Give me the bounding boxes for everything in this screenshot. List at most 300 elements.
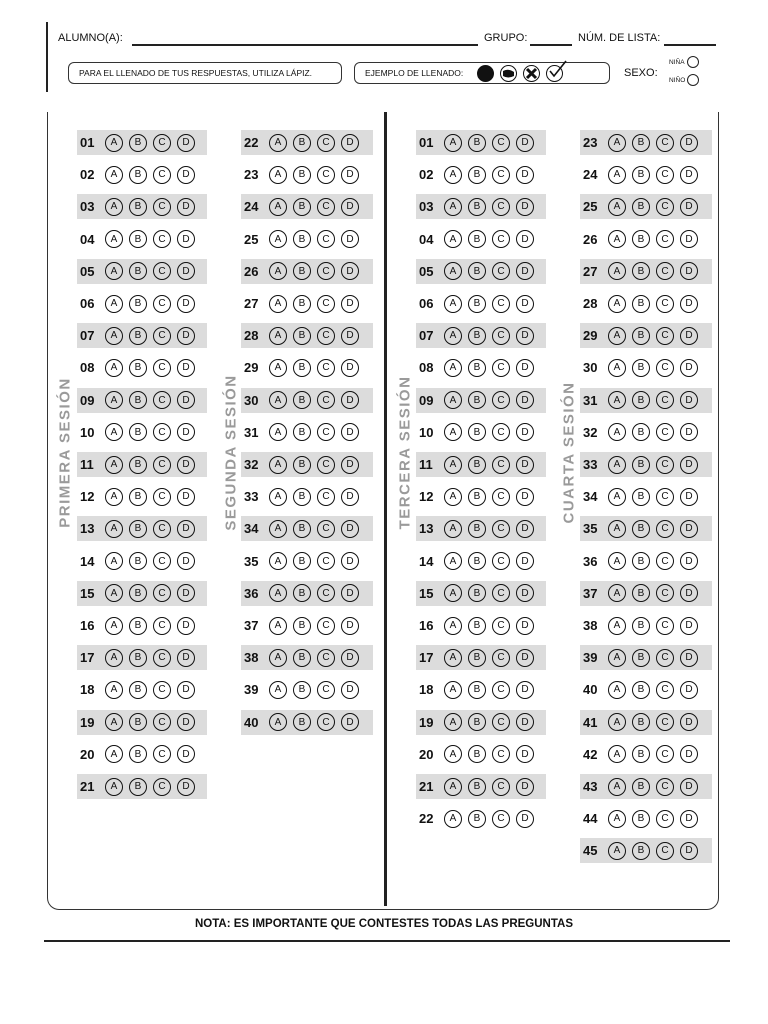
answer-bubble-d[interactable]: D	[516, 391, 534, 409]
answer-bubble-c[interactable]: C	[492, 295, 510, 313]
answer-bubble-a[interactable]: A	[105, 520, 123, 538]
answer-bubble-d[interactable]: D	[516, 359, 534, 377]
answer-bubble-c[interactable]: C	[656, 842, 674, 860]
answer-bubble-a[interactable]: A	[608, 842, 626, 860]
answer-bubble-b[interactable]: B	[129, 295, 147, 313]
answer-bubble-c[interactable]: C	[492, 552, 510, 570]
nina-option[interactable]	[669, 56, 699, 68]
answer-bubble-b[interactable]: B	[129, 391, 147, 409]
answer-bubble-b[interactable]: B	[129, 584, 147, 602]
answer-bubble-b[interactable]: B	[129, 423, 147, 441]
answer-bubble-c[interactable]: C	[656, 778, 674, 796]
answer-bubble-a[interactable]: A	[608, 359, 626, 377]
answer-bubble-c[interactable]: C	[656, 520, 674, 538]
nino-radio[interactable]	[687, 74, 699, 86]
answer-bubble-c[interactable]: C	[656, 295, 674, 313]
answer-bubble-b[interactable]: B	[293, 649, 311, 667]
answer-bubble-b[interactable]: B	[468, 745, 486, 763]
answer-bubble-d[interactable]: D	[341, 681, 359, 699]
answer-bubble-d[interactable]: D	[177, 230, 195, 248]
answer-bubble-b[interactable]: B	[468, 134, 486, 152]
answer-bubble-c[interactable]: C	[153, 713, 171, 731]
answer-bubble-d[interactable]: D	[680, 649, 698, 667]
answer-bubble-c[interactable]: C	[492, 713, 510, 731]
answer-bubble-a[interactable]: A	[105, 391, 123, 409]
answer-bubble-b[interactable]: B	[129, 681, 147, 699]
nino-option[interactable]	[669, 74, 699, 86]
answer-bubble-d[interactable]: D	[177, 295, 195, 313]
answer-bubble-b[interactable]: B	[293, 230, 311, 248]
answer-bubble-a[interactable]: A	[444, 423, 462, 441]
answer-bubble-b[interactable]: B	[129, 552, 147, 570]
answer-bubble-b[interactable]: B	[293, 295, 311, 313]
answer-bubble-c[interactable]: C	[492, 327, 510, 345]
answer-bubble-a[interactable]: A	[269, 520, 287, 538]
answer-bubble-c[interactable]: C	[656, 745, 674, 763]
answer-bubble-c[interactable]: C	[656, 617, 674, 635]
answer-bubble-b[interactable]: B	[468, 520, 486, 538]
answer-bubble-a[interactable]: A	[105, 423, 123, 441]
answer-bubble-b[interactable]: B	[632, 745, 650, 763]
answer-bubble-a[interactable]: A	[608, 649, 626, 667]
answer-bubble-d[interactable]: D	[516, 327, 534, 345]
answer-bubble-c[interactable]: C	[317, 198, 335, 216]
answer-bubble-c[interactable]: C	[317, 391, 335, 409]
answer-bubble-d[interactable]: D	[341, 649, 359, 667]
answer-bubble-d[interactable]: D	[177, 198, 195, 216]
answer-bubble-b[interactable]: B	[293, 166, 311, 184]
answer-bubble-c[interactable]: C	[317, 584, 335, 602]
answer-bubble-a[interactable]: A	[444, 359, 462, 377]
answer-bubble-b[interactable]: B	[129, 649, 147, 667]
answer-bubble-b[interactable]: B	[129, 166, 147, 184]
answer-bubble-c[interactable]: C	[492, 391, 510, 409]
answer-bubble-a[interactable]: A	[105, 262, 123, 280]
answer-bubble-a[interactable]: A	[444, 456, 462, 474]
answer-bubble-a[interactable]: A	[105, 134, 123, 152]
answer-bubble-b[interactable]: B	[293, 391, 311, 409]
answer-bubble-a[interactable]: A	[608, 166, 626, 184]
answer-bubble-d[interactable]: D	[177, 359, 195, 377]
answer-bubble-b[interactable]: B	[129, 617, 147, 635]
answer-bubble-a[interactable]: A	[269, 134, 287, 152]
answer-bubble-c[interactable]: C	[153, 423, 171, 441]
answer-bubble-c[interactable]: C	[656, 810, 674, 828]
answer-bubble-c[interactable]: C	[153, 198, 171, 216]
answer-bubble-c[interactable]: C	[153, 295, 171, 313]
answer-bubble-a[interactable]: A	[105, 584, 123, 602]
answer-bubble-d[interactable]: D	[680, 584, 698, 602]
answer-bubble-d[interactable]: D	[680, 134, 698, 152]
answer-bubble-b[interactable]: B	[632, 520, 650, 538]
answer-bubble-b[interactable]: B	[468, 262, 486, 280]
answer-bubble-b[interactable]: B	[632, 810, 650, 828]
answer-bubble-a[interactable]: A	[269, 713, 287, 731]
answer-bubble-a[interactable]: A	[444, 649, 462, 667]
answer-bubble-b[interactable]: B	[129, 198, 147, 216]
answer-bubble-d[interactable]: D	[516, 230, 534, 248]
answer-bubble-b[interactable]: B	[293, 552, 311, 570]
answer-bubble-d[interactable]: D	[680, 456, 698, 474]
answer-bubble-a[interactable]: A	[608, 810, 626, 828]
answer-bubble-c[interactable]: C	[153, 778, 171, 796]
answer-bubble-a[interactable]: A	[444, 230, 462, 248]
answer-bubble-b[interactable]: B	[468, 423, 486, 441]
answer-bubble-b[interactable]: B	[293, 134, 311, 152]
answer-bubble-d[interactable]: D	[341, 713, 359, 731]
answer-bubble-a[interactable]: A	[105, 166, 123, 184]
answer-bubble-b[interactable]: B	[293, 423, 311, 441]
answer-bubble-b[interactable]: B	[632, 713, 650, 731]
answer-bubble-c[interactable]: C	[317, 649, 335, 667]
answer-bubble-a[interactable]: A	[105, 488, 123, 506]
answer-bubble-b[interactable]: B	[632, 488, 650, 506]
answer-bubble-a[interactable]: A	[608, 134, 626, 152]
answer-bubble-a[interactable]: A	[444, 778, 462, 796]
answer-bubble-a[interactable]: A	[444, 134, 462, 152]
answer-bubble-c[interactable]: C	[153, 166, 171, 184]
answer-bubble-d[interactable]: D	[680, 262, 698, 280]
answer-bubble-c[interactable]: C	[153, 520, 171, 538]
answer-bubble-c[interactable]: C	[656, 166, 674, 184]
answer-bubble-c[interactable]: C	[492, 488, 510, 506]
answer-bubble-a[interactable]: A	[269, 649, 287, 667]
answer-bubble-b[interactable]: B	[129, 327, 147, 345]
answer-bubble-b[interactable]: B	[632, 552, 650, 570]
answer-bubble-a[interactable]: A	[105, 649, 123, 667]
answer-bubble-a[interactable]: A	[444, 488, 462, 506]
answer-bubble-b[interactable]: B	[293, 456, 311, 474]
answer-bubble-d[interactable]: D	[341, 134, 359, 152]
answer-bubble-c[interactable]: C	[317, 681, 335, 699]
answer-bubble-d[interactable]: D	[680, 488, 698, 506]
answer-bubble-d[interactable]: D	[516, 617, 534, 635]
answer-bubble-d[interactable]: D	[177, 745, 195, 763]
answer-bubble-c[interactable]: C	[656, 327, 674, 345]
answer-bubble-d[interactable]: D	[341, 166, 359, 184]
answer-bubble-c[interactable]: C	[153, 262, 171, 280]
answer-bubble-c[interactable]: C	[153, 391, 171, 409]
answer-bubble-a[interactable]: A	[269, 617, 287, 635]
answer-bubble-d[interactable]: D	[516, 552, 534, 570]
answer-bubble-c[interactable]: C	[153, 327, 171, 345]
answer-bubble-c[interactable]: C	[153, 649, 171, 667]
answer-bubble-b[interactable]: B	[293, 198, 311, 216]
answer-bubble-b[interactable]: B	[468, 488, 486, 506]
answer-bubble-a[interactable]: A	[444, 713, 462, 731]
answer-bubble-d[interactable]: D	[680, 295, 698, 313]
answer-bubble-b[interactable]: B	[632, 295, 650, 313]
answer-bubble-a[interactable]: A	[444, 327, 462, 345]
answer-bubble-a[interactable]: A	[608, 584, 626, 602]
answer-bubble-d[interactable]: D	[177, 134, 195, 152]
answer-bubble-b[interactable]: B	[129, 778, 147, 796]
answer-bubble-d[interactable]: D	[516, 649, 534, 667]
answer-bubble-c[interactable]: C	[317, 617, 335, 635]
answer-bubble-c[interactable]: C	[492, 134, 510, 152]
answer-bubble-c[interactable]: C	[153, 552, 171, 570]
answer-bubble-c[interactable]: C	[656, 713, 674, 731]
nina-radio[interactable]	[687, 56, 699, 68]
answer-bubble-b[interactable]: B	[632, 649, 650, 667]
answer-bubble-b[interactable]: B	[468, 198, 486, 216]
answer-bubble-a[interactable]: A	[444, 198, 462, 216]
answer-bubble-d[interactable]: D	[680, 520, 698, 538]
answer-bubble-a[interactable]: A	[608, 713, 626, 731]
answer-bubble-c[interactable]: C	[492, 649, 510, 667]
answer-bubble-a[interactable]: A	[444, 810, 462, 828]
answer-bubble-c[interactable]: C	[153, 584, 171, 602]
answer-bubble-d[interactable]: D	[177, 552, 195, 570]
answer-bubble-b[interactable]: B	[293, 262, 311, 280]
answer-bubble-d[interactable]: D	[341, 295, 359, 313]
answer-bubble-a[interactable]: A	[608, 327, 626, 345]
answer-bubble-b[interactable]: B	[129, 134, 147, 152]
answer-bubble-a[interactable]: A	[608, 488, 626, 506]
answer-bubble-a[interactable]: A	[105, 359, 123, 377]
answer-bubble-a[interactable]: A	[444, 584, 462, 602]
answer-bubble-b[interactable]: B	[468, 552, 486, 570]
answer-bubble-d[interactable]: D	[177, 327, 195, 345]
answer-bubble-b[interactable]: B	[632, 423, 650, 441]
answer-bubble-a[interactable]: A	[608, 681, 626, 699]
answer-bubble-b[interactable]: B	[468, 617, 486, 635]
answer-bubble-a[interactable]: A	[444, 262, 462, 280]
answer-bubble-d[interactable]: D	[516, 745, 534, 763]
answer-bubble-c[interactable]: C	[656, 584, 674, 602]
answer-bubble-c[interactable]: C	[153, 456, 171, 474]
answer-bubble-d[interactable]: D	[516, 295, 534, 313]
answer-bubble-b[interactable]: B	[293, 488, 311, 506]
answer-bubble-c[interactable]: C	[656, 359, 674, 377]
answer-bubble-b[interactable]: B	[129, 745, 147, 763]
answer-bubble-a[interactable]: A	[269, 456, 287, 474]
answer-bubble-d[interactable]: D	[341, 359, 359, 377]
answer-bubble-a[interactable]: A	[105, 552, 123, 570]
answer-bubble-d[interactable]: D	[177, 166, 195, 184]
answer-bubble-a[interactable]: A	[105, 713, 123, 731]
answer-bubble-d[interactable]: D	[680, 745, 698, 763]
answer-bubble-c[interactable]: C	[317, 327, 335, 345]
answer-bubble-d[interactable]: D	[341, 552, 359, 570]
answer-bubble-b[interactable]: B	[293, 520, 311, 538]
answer-bubble-d[interactable]: D	[341, 327, 359, 345]
answer-bubble-c[interactable]: C	[153, 134, 171, 152]
answer-bubble-c[interactable]: C	[492, 778, 510, 796]
answer-bubble-a[interactable]: A	[105, 230, 123, 248]
answer-bubble-c[interactable]: C	[153, 745, 171, 763]
answer-bubble-d[interactable]: D	[680, 198, 698, 216]
answer-bubble-d[interactable]: D	[177, 391, 195, 409]
answer-bubble-c[interactable]: C	[656, 456, 674, 474]
answer-bubble-d[interactable]: D	[177, 520, 195, 538]
answer-bubble-a[interactable]: A	[269, 327, 287, 345]
answer-bubble-b[interactable]: B	[468, 456, 486, 474]
answer-bubble-d[interactable]: D	[516, 262, 534, 280]
answer-bubble-a[interactable]: A	[608, 745, 626, 763]
answer-bubble-b[interactable]: B	[468, 166, 486, 184]
answer-bubble-d[interactable]: D	[177, 713, 195, 731]
answer-bubble-b[interactable]: B	[468, 681, 486, 699]
answer-bubble-d[interactable]: D	[341, 584, 359, 602]
answer-bubble-b[interactable]: B	[129, 230, 147, 248]
answer-bubble-b[interactable]: B	[468, 295, 486, 313]
answer-bubble-c[interactable]: C	[492, 230, 510, 248]
answer-bubble-a[interactable]: A	[269, 230, 287, 248]
answer-bubble-a[interactable]: A	[105, 456, 123, 474]
answer-bubble-a[interactable]: A	[444, 295, 462, 313]
answer-bubble-c[interactable]: C	[492, 262, 510, 280]
answer-bubble-c[interactable]: C	[317, 295, 335, 313]
answer-bubble-b[interactable]: B	[468, 584, 486, 602]
answer-bubble-d[interactable]: D	[516, 584, 534, 602]
answer-bubble-d[interactable]: D	[516, 423, 534, 441]
answer-bubble-b[interactable]: B	[129, 520, 147, 538]
answer-bubble-d[interactable]: D	[177, 649, 195, 667]
answer-bubble-d[interactable]: D	[680, 327, 698, 345]
answer-bubble-a[interactable]: A	[105, 198, 123, 216]
answer-bubble-b[interactable]: B	[632, 230, 650, 248]
answer-bubble-d[interactable]: D	[341, 488, 359, 506]
answer-bubble-a[interactable]: A	[608, 456, 626, 474]
answer-bubble-d[interactable]: D	[680, 713, 698, 731]
answer-bubble-c[interactable]: C	[317, 552, 335, 570]
answer-bubble-d[interactable]: D	[680, 166, 698, 184]
answer-bubble-a[interactable]: A	[269, 423, 287, 441]
answer-bubble-b[interactable]: B	[129, 713, 147, 731]
answer-bubble-d[interactable]: D	[341, 262, 359, 280]
answer-bubble-d[interactable]: D	[341, 198, 359, 216]
answer-bubble-d[interactable]: D	[341, 391, 359, 409]
answer-bubble-a[interactable]: A	[608, 198, 626, 216]
answer-bubble-d[interactable]: D	[516, 713, 534, 731]
answer-bubble-d[interactable]: D	[680, 359, 698, 377]
answer-bubble-c[interactable]: C	[492, 456, 510, 474]
answer-bubble-d[interactable]: D	[516, 681, 534, 699]
answer-bubble-b[interactable]: B	[468, 359, 486, 377]
answer-bubble-c[interactable]: C	[656, 681, 674, 699]
answer-bubble-d[interactable]: D	[680, 391, 698, 409]
answer-bubble-c[interactable]: C	[317, 520, 335, 538]
answer-bubble-b[interactable]: B	[632, 681, 650, 699]
answer-bubble-d[interactable]: D	[341, 230, 359, 248]
answer-bubble-b[interactable]: B	[632, 391, 650, 409]
answer-bubble-b[interactable]: B	[632, 778, 650, 796]
answer-bubble-a[interactable]: A	[105, 295, 123, 313]
answer-bubble-a[interactable]: A	[444, 391, 462, 409]
answer-bubble-b[interactable]: B	[129, 359, 147, 377]
answer-bubble-a[interactable]: A	[269, 584, 287, 602]
answer-bubble-c[interactable]: C	[153, 617, 171, 635]
answer-bubble-c[interactable]: C	[656, 552, 674, 570]
answer-bubble-a[interactable]: A	[444, 745, 462, 763]
answer-bubble-a[interactable]: A	[608, 552, 626, 570]
answer-bubble-d[interactable]: D	[177, 456, 195, 474]
answer-bubble-b[interactable]: B	[632, 617, 650, 635]
answer-bubble-a[interactable]: A	[105, 745, 123, 763]
answer-bubble-c[interactable]: C	[317, 359, 335, 377]
answer-bubble-a[interactable]: A	[269, 359, 287, 377]
answer-bubble-d[interactable]: D	[177, 617, 195, 635]
answer-bubble-b[interactable]: B	[293, 681, 311, 699]
answer-bubble-a[interactable]: A	[608, 295, 626, 313]
answer-bubble-d[interactable]: D	[177, 423, 195, 441]
answer-bubble-c[interactable]: C	[656, 230, 674, 248]
answer-bubble-b[interactable]: B	[632, 327, 650, 345]
answer-bubble-d[interactable]: D	[341, 456, 359, 474]
answer-bubble-b[interactable]: B	[468, 327, 486, 345]
answer-bubble-c[interactable]: C	[153, 359, 171, 377]
answer-bubble-c[interactable]: C	[656, 134, 674, 152]
answer-bubble-b[interactable]: B	[632, 456, 650, 474]
answer-bubble-d[interactable]: D	[177, 584, 195, 602]
lista-field[interactable]	[664, 44, 716, 46]
answer-bubble-c[interactable]: C	[153, 488, 171, 506]
answer-bubble-d[interactable]: D	[516, 166, 534, 184]
answer-bubble-a[interactable]: A	[608, 617, 626, 635]
answer-bubble-d[interactable]: D	[680, 842, 698, 860]
answer-bubble-a[interactable]: A	[444, 166, 462, 184]
answer-bubble-a[interactable]: A	[269, 552, 287, 570]
answer-bubble-c[interactable]: C	[317, 230, 335, 248]
answer-bubble-d[interactable]: D	[680, 423, 698, 441]
answer-bubble-c[interactable]: C	[492, 745, 510, 763]
answer-bubble-b[interactable]: B	[468, 391, 486, 409]
answer-bubble-a[interactable]: A	[444, 681, 462, 699]
answer-bubble-c[interactable]: C	[153, 681, 171, 699]
answer-bubble-d[interactable]: D	[516, 456, 534, 474]
answer-bubble-c[interactable]: C	[317, 713, 335, 731]
answer-bubble-a[interactable]: A	[608, 520, 626, 538]
answer-bubble-d[interactable]: D	[516, 778, 534, 796]
answer-bubble-b[interactable]: B	[632, 359, 650, 377]
answer-bubble-a[interactable]: A	[269, 488, 287, 506]
answer-bubble-d[interactable]: D	[341, 423, 359, 441]
answer-bubble-c[interactable]: C	[317, 456, 335, 474]
answer-bubble-b[interactable]: B	[129, 456, 147, 474]
answer-bubble-c[interactable]: C	[492, 423, 510, 441]
answer-bubble-b[interactable]: B	[632, 262, 650, 280]
answer-bubble-b[interactable]: B	[468, 230, 486, 248]
grupo-field[interactable]	[530, 44, 572, 46]
answer-bubble-d[interactable]: D	[680, 778, 698, 796]
answer-bubble-c[interactable]: C	[656, 488, 674, 506]
answer-bubble-c[interactable]: C	[656, 262, 674, 280]
answer-bubble-a[interactable]: A	[608, 423, 626, 441]
answer-bubble-b[interactable]: B	[129, 488, 147, 506]
answer-bubble-c[interactable]: C	[656, 391, 674, 409]
answer-bubble-c[interactable]: C	[317, 166, 335, 184]
answer-bubble-b[interactable]: B	[293, 713, 311, 731]
answer-bubble-c[interactable]: C	[317, 134, 335, 152]
answer-bubble-b[interactable]: B	[129, 262, 147, 280]
answer-bubble-d[interactable]: D	[177, 681, 195, 699]
answer-bubble-b[interactable]: B	[632, 842, 650, 860]
answer-bubble-d[interactable]: D	[516, 198, 534, 216]
answer-bubble-b[interactable]: B	[293, 617, 311, 635]
answer-bubble-c[interactable]: C	[656, 198, 674, 216]
answer-bubble-a[interactable]: A	[444, 617, 462, 635]
answer-bubble-d[interactable]: D	[177, 778, 195, 796]
answer-bubble-d[interactable]: D	[177, 262, 195, 280]
answer-bubble-d[interactable]: D	[177, 488, 195, 506]
answer-bubble-a[interactable]: A	[105, 681, 123, 699]
answer-bubble-a[interactable]: A	[444, 552, 462, 570]
answer-bubble-b[interactable]: B	[293, 327, 311, 345]
answer-bubble-a[interactable]: A	[269, 681, 287, 699]
answer-bubble-b[interactable]: B	[632, 198, 650, 216]
answer-bubble-c[interactable]: C	[492, 166, 510, 184]
